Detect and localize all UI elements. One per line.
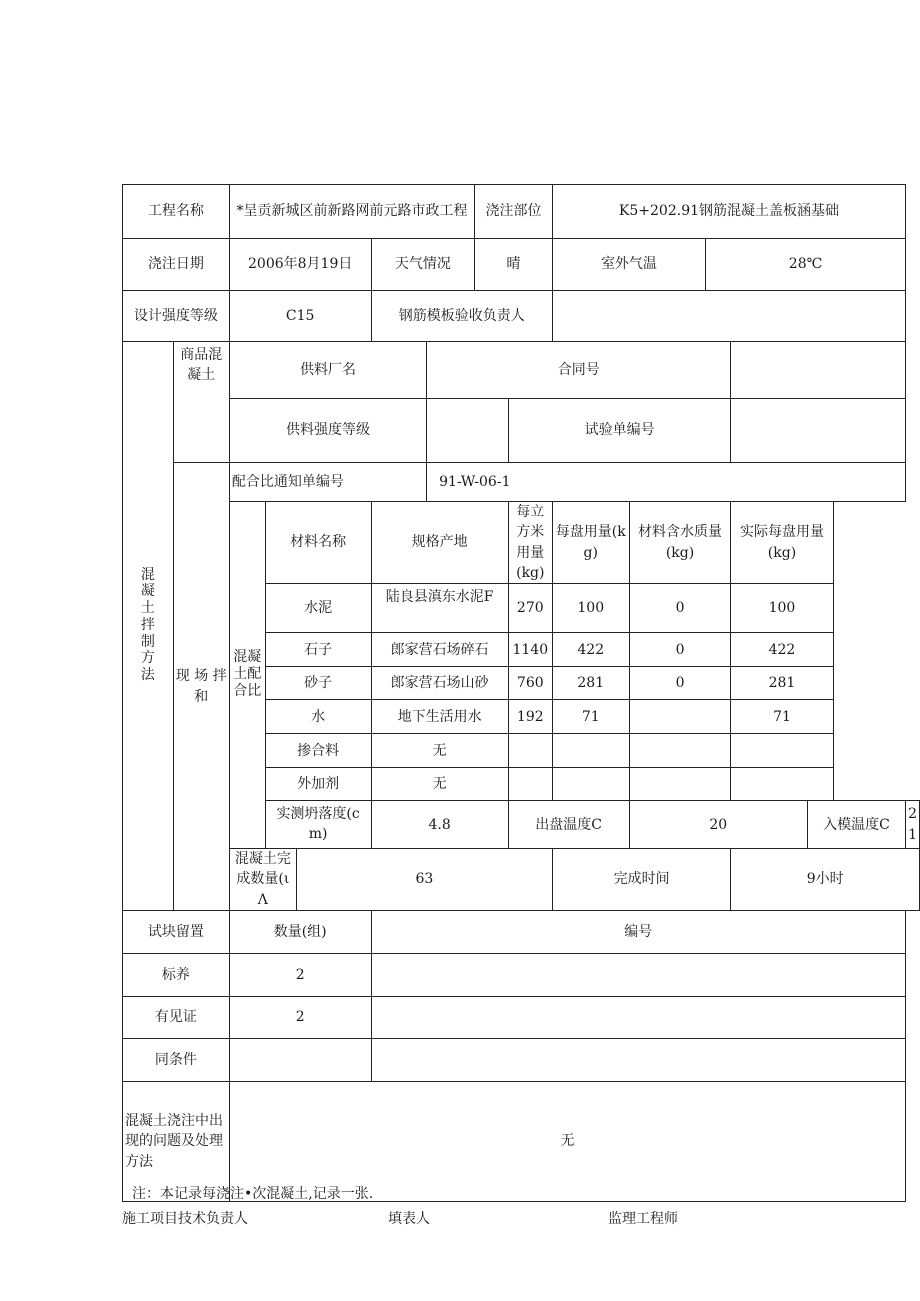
weather-value: 晴	[475, 239, 553, 291]
specimen-name: 同条件	[123, 1039, 230, 1082]
pour-part-value: K5+202.91钢筋混凝土盖板涵基础	[552, 185, 905, 239]
footer-note: 注：本记录每浇注•次混凝土,记录一张.	[132, 1186, 374, 1202]
outdoor-temp-label: 室外气温	[552, 239, 705, 291]
spec-origin-header: 规格产地	[371, 502, 508, 584]
strength-row	[123, 291, 920, 342]
inspector-value	[552, 291, 905, 342]
material-per-m3: 1140	[508, 633, 552, 667]
materials-header-row	[123, 502, 920, 584]
material-per-m3	[508, 734, 552, 768]
mixing-method-text: 混凝土拌制方法	[140, 566, 155, 684]
weather-label: 天气情况	[371, 239, 475, 291]
mold-temp-label: 入模温度C	[807, 801, 905, 849]
commercial-concrete-label: 商品混凝土	[173, 342, 229, 463]
material-actual: 100	[731, 584, 833, 633]
material-per-batch	[552, 768, 629, 801]
material-name-header: 材料名称	[265, 502, 371, 584]
test-sheet-label: 试验单编号	[508, 399, 731, 463]
completion-time-value: 9小时	[731, 849, 920, 911]
material-actual: 281	[731, 667, 833, 700]
test-sheet-value	[731, 399, 906, 463]
material-name: 掺合料	[265, 734, 371, 768]
design-strength-label: 设计强度等级	[123, 291, 230, 342]
material-name: 砂子	[265, 667, 371, 700]
specimen-qty: 2	[229, 954, 371, 997]
specimen-row	[123, 1039, 920, 1082]
material-water-content: 0	[629, 584, 731, 633]
slump-label: 实测坍落度(cm)	[265, 801, 371, 849]
specimen-code-header: 编号	[371, 911, 906, 954]
supply-grade-label: 供料强度等级	[229, 399, 426, 463]
specimen-qty: 2	[229, 997, 371, 1039]
water-content-header: 材料含水质量(kg)	[629, 502, 731, 584]
material-spec: 无	[371, 768, 508, 801]
project-name-label: 工程名称	[123, 185, 230, 239]
material-per-m3: 760	[508, 667, 552, 700]
supplier-row	[123, 342, 920, 399]
supply-grade-value	[427, 399, 509, 463]
material-actual: 422	[731, 633, 833, 667]
problems-label: 混凝土浇注中出现的问题及处理方法	[123, 1082, 230, 1202]
completion-qty-label: 混凝土完成数量(ιΛ	[229, 849, 296, 911]
specimen-label: 试块留置	[123, 911, 230, 954]
material-per-m3: 270	[508, 584, 552, 633]
contract-value	[731, 342, 906, 399]
specimen-qty	[229, 1039, 371, 1082]
pour-record-table	[122, 184, 920, 1202]
material-per-m3	[508, 768, 552, 801]
slump-value: 4.8	[371, 801, 508, 849]
material-per-m3: 192	[508, 700, 552, 734]
material-spec: 无	[371, 734, 508, 768]
specimen-row	[123, 997, 920, 1039]
material-per-batch: 422	[552, 633, 629, 667]
material-spec: 地下生活用水	[371, 700, 508, 734]
specimen-code	[371, 954, 906, 997]
mix-notice-label: 配合比通知单编号	[229, 463, 426, 502]
supervisor-signature-label: 监理工程师	[608, 1211, 678, 1227]
specimen-code	[371, 1039, 906, 1082]
material-spec: 郎家营石场碎石	[371, 633, 508, 667]
specimen-row	[123, 954, 920, 997]
material-water-content	[629, 768, 731, 801]
pour-date-value: 2006年8月19日	[229, 239, 371, 291]
specimen-header-row	[123, 911, 920, 954]
outdoor-temp-value: 28℃	[706, 239, 906, 291]
out-temp-value: 20	[629, 801, 807, 849]
mold-temp-value: 21	[906, 801, 920, 849]
project-name-value: *呈贡新城区前新路网前元路市政工程	[229, 185, 474, 239]
supplier-label: 供料厂名	[229, 342, 426, 399]
material-per-batch: 281	[552, 667, 629, 700]
contract-label: 合同号	[427, 342, 731, 399]
specimen-name: 标养	[123, 954, 230, 997]
material-spec: 陆良县滇东水泥F	[371, 584, 508, 633]
completion-qty-value: 63	[296, 849, 552, 911]
project-row	[123, 185, 920, 239]
specimen-qty-header: 数量(组)	[229, 911, 371, 954]
material-per-batch: 71	[552, 700, 629, 734]
material-spec: 郎家营石场山砂	[371, 667, 508, 700]
mixing-method-label	[123, 342, 174, 911]
material-per-batch	[552, 734, 629, 768]
material-name: 水泥	[265, 584, 371, 633]
material-name: 石子	[265, 633, 371, 667]
material-per-batch: 100	[552, 584, 629, 633]
design-strength-value: C15	[229, 291, 371, 342]
inspector-label: 钢筋模板验收负责人	[371, 291, 552, 342]
material-name: 外加剂	[265, 768, 371, 801]
specimen-name: 有见证	[123, 997, 230, 1039]
material-actual: 71	[731, 700, 833, 734]
material-water-content	[629, 734, 731, 768]
mix-notice-row	[123, 463, 920, 502]
mix-notice-value: 91-W-06-1	[427, 463, 906, 502]
per-m3-header: 每立方米用量(kg)	[508, 502, 552, 584]
mix-ratio-label	[229, 502, 265, 849]
completion-row	[123, 849, 920, 911]
material-name: 水	[265, 700, 371, 734]
material-actual	[731, 734, 833, 768]
pour-date-label: 浇注日期	[123, 239, 230, 291]
material-water-content: 0	[629, 667, 731, 700]
supply-grade-row	[123, 399, 920, 463]
specimen-code	[371, 997, 906, 1039]
material-water-content	[629, 700, 731, 734]
completion-time-label: 完成时间	[552, 849, 731, 911]
actual-batch-header: 实际每盘用量(kg)	[731, 502, 833, 584]
material-water-content: 0	[629, 633, 731, 667]
mix-ratio-text: 混凝土配合比	[233, 649, 262, 699]
filler-signature-label: 填表人	[388, 1211, 430, 1227]
pour-part-label: 浇注部位	[475, 185, 553, 239]
site-mixing-label: 现 场 拌和	[173, 463, 229, 911]
per-batch-header: 每盘用量(kg)	[552, 502, 629, 584]
tech-lead-signature-label: 施工项目技术负责人	[122, 1211, 248, 1227]
date-row	[123, 239, 920, 291]
problems-value: 无	[229, 1082, 905, 1202]
out-temp-label: 出盘温度C	[508, 801, 629, 849]
material-actual	[731, 768, 833, 801]
